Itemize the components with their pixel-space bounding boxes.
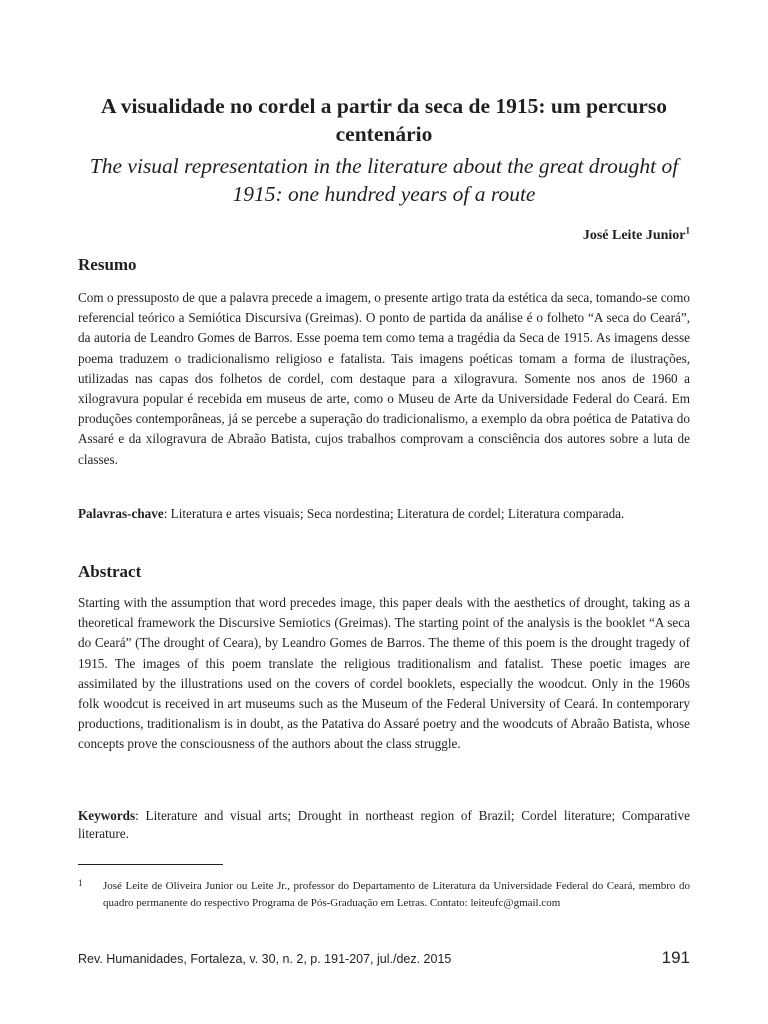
footnote bbox=[78, 878, 690, 911]
palavras-chave-label: Palavras-chave bbox=[78, 506, 164, 521]
footnote-number: 1 bbox=[78, 878, 83, 888]
abstract-text: Starting with the assumption that word precedes image, this paper deals with the aesthetics of drought, taking as a theoretical framework the Discursive Semiotics (Greimas). The starting point of the analysis is the booklet “A seca do Ceará” (The drought of Ceara), by Leandro Gomes de Barros. The theme of this poem is the drought tragedy of 1915. The images of this poem translate the religious traditionalism and fatalist. These poetic images are assimilated by the illustrations used on the covers of cordel booklets, especially the woodcut. Only in the 1960s folk woodcut is received in art museums such as the Museum of the Federal University of Ceará. In contemporary productions, traditionalism is in doubt, as the Patativa do Assaré poetry and the woodcuts of Abraão Batista, whose concepts prove the consciousness of the authors about the class struggle. bbox=[78, 595, 690, 752]
footnote-text: José Leite de Oliveira Junior ou Leite Jr., professor do Departamento de Literatura da Universidade Federal do Ceará, membro do quadro permanente do respectivo Programa de Pós-Graduação em Letras. Contato: leiteufc@gmail.com bbox=[103, 880, 690, 909]
keywords bbox=[78, 807, 690, 843]
title-english: The visual representation in the literature about the great drought of 1915: one hundred years of a route bbox=[89, 154, 679, 206]
resumo-text: Com o pressuposto de que a palavra precede a imagem, o presente artigo trata da estética da seca, tomando-se como referencial teórico a Semiótica Discursiva (Greimas). O ponto de partida da análise é o folheto “A seca do Ceará”, da autoria de Leandro Gomes de Barros. Esse poema tem como tema a tragédia da Seca de 1915. As imagens desse poema traduzem o tradicionalismo religioso e fatalista. Tais imagens poéticas tomam a forma de ilustrações, utilizadas nas capas dos folhetos de cordel, com destaque para a xilogravura. Somente nos anos de 1960 a xilogravura popular é recebida em museus de arte, como o Museu de Arte da Universidade Federal do Ceará. Em produções contemporâneas, já se percebe a superação do tradicionalismo, a exemplo da obra poética de Patativa do Assaré e da xilogravura de Abraão Batista, cujos trabalhos comprovam a consciência dos autores sobre a luta de classes. bbox=[78, 290, 690, 467]
journal-citation: Rev. Humanidades, Fortaleza, v. 30, n. 2, p. 191-207, jul./dez. 2015 bbox=[78, 952, 452, 966]
palavras-chave bbox=[78, 505, 690, 523]
resumo-heading: Resumo bbox=[78, 255, 137, 274]
keywords-label: Keywords bbox=[78, 808, 136, 823]
author-name: José Leite Junior bbox=[582, 228, 686, 243]
footnote-divider bbox=[78, 864, 223, 865]
author-line bbox=[583, 227, 690, 245]
keywords-list: : Literature and visual arts; Drought in northeast region of Brazil; Cordel literature; Comparative literature. bbox=[78, 808, 690, 841]
palavras-chave-list: : Literatura e artes visuais; Seca nordestina; Literatura de cordel; Literatura comparada. bbox=[163, 506, 625, 521]
title-portuguese: A visualidade no cordel a partir da seca de 1915: um percurso centenário bbox=[101, 94, 667, 146]
page-number: 191 bbox=[661, 948, 690, 967]
abstract-heading: Abstract bbox=[78, 562, 142, 581]
author-footnote-mark: 1 bbox=[685, 225, 690, 236]
